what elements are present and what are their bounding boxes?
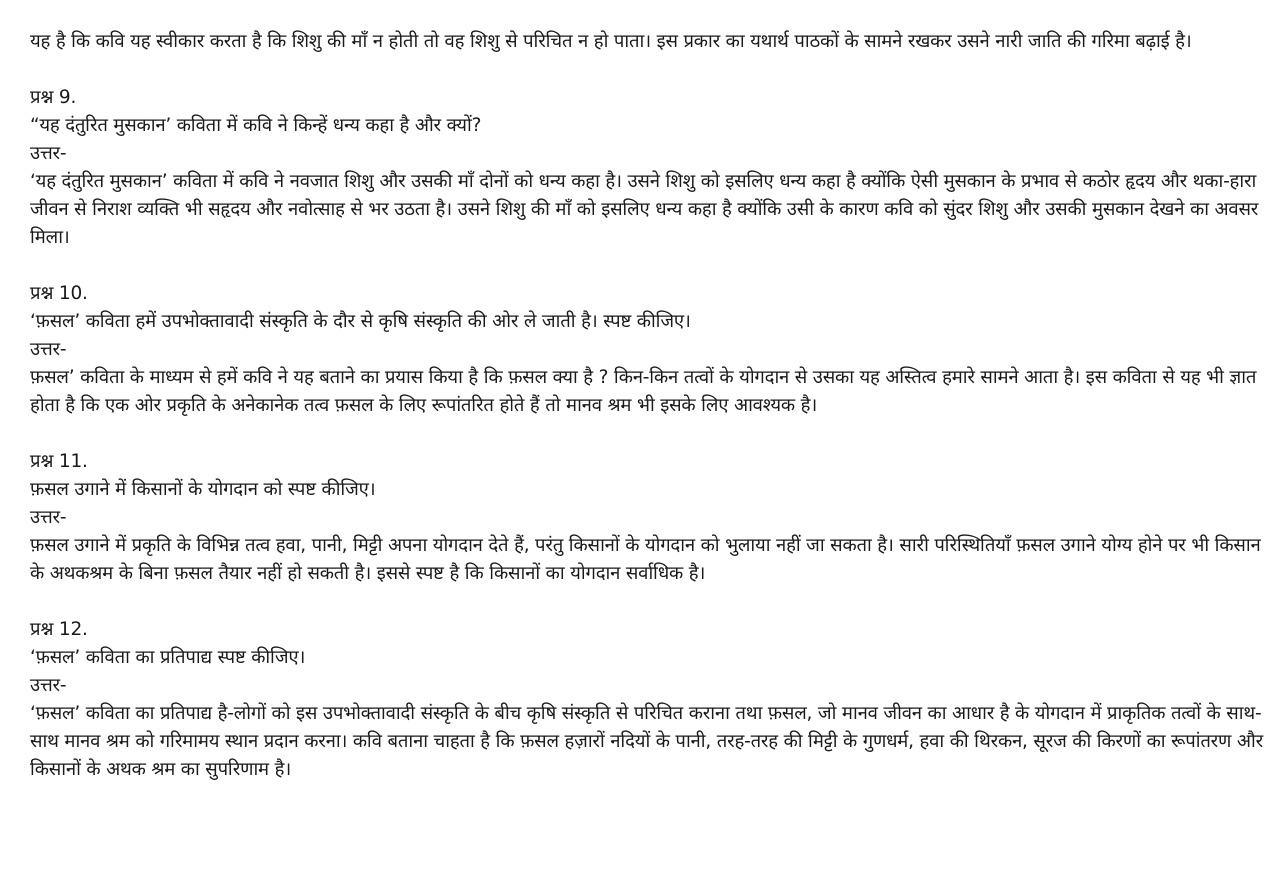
- answer-label: उत्तर-: [30, 339, 67, 360]
- answer-text: फ़सल’ कविता के माध्यम से हमें कवि ने यह बताने का प्रयास किया है कि फ़सल क्या है ? किन-किन तत्वों के योगदान से उसका यह अस्तित्व हमारे सामने आता है। इस कविता से यह भी ज्ञात होता है कि एक ओर प्रकृति के अनेकानेक तत्व फ़सल के लिए रूपांतरित होते हैं तो मानव श्रम भी इसके लिए आवश्यक है।: [30, 367, 1257, 416]
- intro-paragraph: यह है कि कवि यह स्वीकार करता है कि शिशु की माँ न होती तो वह शिशु से परिचित न हो पाता। इस प्रकार का यथार्थ पाठकों के सामने रखकर उसने नारी जाति की गरिमा बढ़ाई है।: [30, 31, 1192, 52]
- question-text: ‘फ़सल’ कविता का प्रतिपाद्य स्पष्ट कीजिए।: [30, 647, 306, 668]
- question-block-9: [30, 84, 1270, 252]
- question-number: प्रश्न 10.: [30, 283, 88, 304]
- question-block-11: [30, 448, 1270, 588]
- question-text: ‘फ़सल’ कविता हमें उपभोक्तावादी संस्कृति के दौर से कृषि संस्कृति की ओर ले जाती है। स्पष्ट कीजिए।: [30, 311, 691, 332]
- answer-label: उत्तर-: [30, 507, 67, 528]
- answer-text: फ़सल उगाने में प्रकृति के विभिन्न तत्व हवा, पानी, मिट्टी अपना योगदान देते हैं, परंतु किसानों के योगदान को भुलाया नहीं जा सकता है। सारी परिस्थितियाँ फ़सल उगाने योग्य होने पर भी किसान के अथकश्रम के बिना फ़सल तैयार नहीं हो सकती है। इससे स्पष्ट है कि किसानों का योगदान सर्वाधिक है।: [30, 535, 1261, 584]
- question-text: “यह दंतुरित मुसकान’ कविता में कवि ने किन्हें धन्य कहा है और क्यों?: [30, 115, 482, 136]
- answer-label: उत्तर-: [30, 143, 67, 164]
- document-page: [30, 28, 1270, 784]
- question-block-10: [30, 280, 1270, 420]
- question-number: प्रश्न 9.: [30, 87, 77, 108]
- question-number: प्रश्न 11.: [30, 451, 88, 472]
- answer-text: ‘यह दंतुरित मुसकान’ कविता में कवि ने नवजात शिशु और उसकी माँ दोनों को धन्य कहा है। उसने शिशु को इसलिए धन्य कहा है क्योंकि ऐसी मुसकान के प्रभाव से कठोर हृदय और थका-हारा जीवन से निराश व्यक्ति भी सहृदय और नवोत्साह से भर उठता है। उसने शिशु की माँ को इसलिए धन्य कहा है क्योंकि उसी के कारण कवि को सुंदर शिशु और उसकी मुसकान देखने का अवसर मिला।: [30, 171, 1259, 248]
- question-number: प्रश्न 12.: [30, 619, 88, 640]
- question-text: फ़सल उगाने में किसानों के योगदान को स्पष्ट कीजिए।: [30, 479, 376, 500]
- answer-text: ‘फ़सल’ कविता का प्रतिपाद्य है-लोगों को इस उपभोक्तावादी संस्कृति के बीच कृषि संस्कृति से परिचित कराना तथा फ़सल, जो मानव जीवन का आधार है के योगदान में प्राकृतिक तत्वों के साथ-साथ मानव श्रम को गरिमामय स्थान प्रदान करना। कवि बताना चाहता है कि फ़सल हज़ारों नदियों के पानी, तरह-तरह की मिट्टी के गुणधर्म, हवा की थिरकन, सूरज की किरणों का रूपांतरण और किसानों के अथक श्रम का सुपरिणाम है।: [30, 703, 1263, 780]
- answer-label: उत्तर-: [30, 675, 67, 696]
- question-block-12: [30, 616, 1270, 784]
